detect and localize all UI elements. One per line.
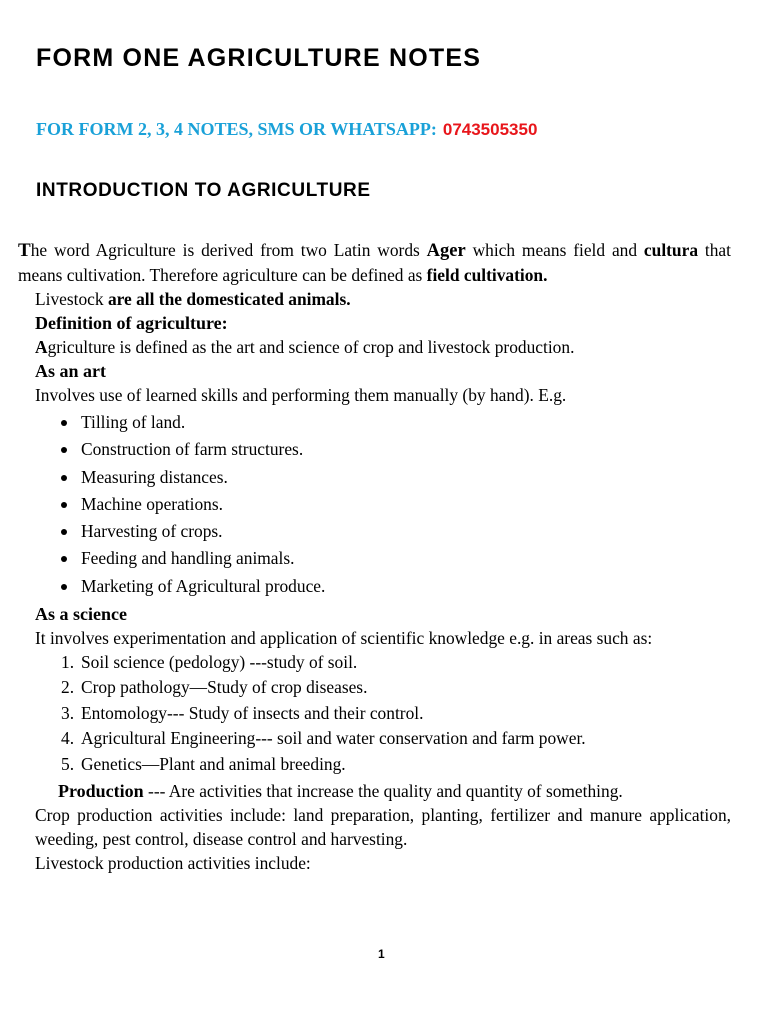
promo-text: FOR FORM 2, 3, 4 NOTES, SMS OR WHATSAPP: [36, 119, 437, 139]
document-body [18, 238, 731, 875]
production-definition [18, 779, 731, 803]
list-text: Crop pathology—Study of crop diseases. [81, 677, 368, 698]
list-text: Soil science (pedology) ---study of soil. [81, 652, 358, 673]
list-item [18, 675, 731, 700]
list-item: Feeding and handling animals. [18, 545, 731, 572]
science-numbered-list [18, 650, 731, 777]
definition-first-letter: A [35, 337, 48, 357]
section-heading: INTRODUCTION TO AGRICULTURE [36, 180, 371, 201]
livestock-production-paragraph: Livestock production activities include: [35, 853, 311, 874]
production-text: --- Are activities that increase the quality and quantity of something. [143, 781, 623, 802]
list-number: 4. [61, 728, 75, 749]
intro-first-letter: T [18, 240, 31, 261]
list-number: 1. [61, 652, 75, 673]
art-bullet-list [18, 409, 731, 600]
promo-phone: 0743505350 [442, 120, 538, 139]
list-item: Machine operations. [18, 491, 731, 518]
list-number: 5. [61, 753, 75, 774]
document-title: FORM ONE AGRICULTURE NOTES [36, 44, 482, 72]
definition-heading: Definition of agriculture: [35, 313, 228, 333]
list-text: Genetics—Plant and animal breeding. [81, 753, 346, 774]
livestock-bold: are all the domesticated animals. [107, 289, 351, 309]
production-label: Production [58, 781, 144, 802]
livestock-lead: Livestock [35, 289, 108, 309]
list-item [18, 701, 731, 726]
intro-paragraph [18, 238, 731, 287]
intro-text-3: that means cultivation. Therefore agriculture can be defined as [18, 240, 731, 285]
intro-text-1: he word Agriculture is derived from two Latin words [30, 240, 427, 260]
definition-text [18, 335, 731, 359]
list-text: Entomology--- Study of insects and their control. [81, 702, 424, 723]
term-ager: Ager [426, 241, 466, 261]
promo-line [36, 119, 537, 140]
crop-production-paragraph: Crop production activities include: land preparation, planting, fertilizer and manure application, weeding, pest control, disease control and harvesting. [35, 805, 731, 850]
list-item [18, 650, 731, 675]
term-field-cultivation: field cultivation. [426, 265, 548, 285]
art-description: Involves use of learned skills and performing them manually (by hand). E.g. [35, 385, 567, 405]
science-description: It involves experimentation and application of scientific knowledge e.g. in areas such as: [35, 628, 653, 649]
term-cultura: cultura [643, 240, 699, 260]
list-item: Measuring distances. [18, 464, 731, 491]
list-item [18, 726, 731, 751]
list-item [18, 752, 731, 777]
list-number: 3. [61, 702, 75, 723]
livestock-definition [18, 287, 731, 311]
intro-text-2: which means field and [465, 240, 644, 260]
art-heading: As an art [35, 361, 106, 381]
list-text: Agricultural Engineering--- soil and water conservation and farm power. [81, 728, 586, 749]
science-heading: As a science [35, 604, 127, 625]
list-item: Construction of farm structures. [18, 436, 731, 463]
list-item: Tilling of land. [18, 409, 731, 436]
list-number: 2. [61, 677, 75, 698]
list-item: Marketing of Agricultural produce. [18, 573, 731, 600]
list-item: Harvesting of crops. [18, 518, 731, 545]
definition-rest: griculture is defined as the art and science of crop and livestock production. [47, 337, 575, 357]
page-number: 1 [378, 947, 385, 961]
